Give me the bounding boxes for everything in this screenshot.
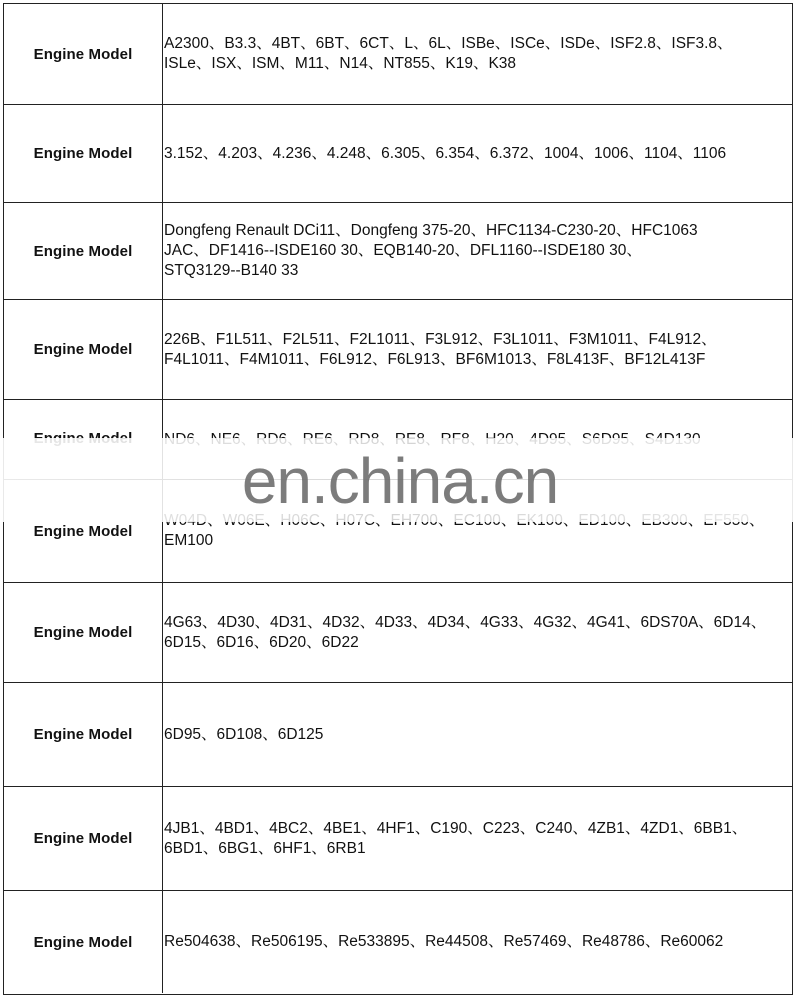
column-divider: [162, 203, 163, 299]
row-value: Dongfeng Renault DCi11、Dongfeng 375-20、HFC1134-C230-20、HFC1063 JAC、DF1416--ISDE160 30、EQB140-20、DFL1160--ISDE180 30、 STQ3129--B140 33: [164, 222, 698, 279]
column-divider: [162, 787, 163, 890]
row-label: Engine Model: [33, 522, 133, 540]
column-divider: [162, 683, 163, 786]
row-value: EM100: [164, 532, 214, 549]
watermark-text: en.china.cn: [241, 445, 559, 517]
row-value: 6D95、6D108、6D125: [164, 725, 324, 743]
table-row: [4, 582, 792, 682]
row-value: 226B、F1L511、F2L511、F2L1011、F3L912、F3L1011、F3M1011、F4L912、 F4L1011、F4M1011、F6L912、F6L913、BF6M1013、F8L413F、BF12L413F: [164, 330, 717, 368]
table-row: [4, 4, 792, 104]
row-value: 4JB1、4BD1、4BC2、4BE1、4HF1、C190、C223、C240、4ZB1、4ZD1、6BB1、 6BD1、6BG1、6HF1、6RB1: [164, 819, 748, 857]
column-divider: [162, 300, 163, 399]
row-label: Engine Model: [33, 242, 133, 260]
column-divider: [162, 105, 163, 202]
column-divider: [162, 583, 163, 682]
row-label: Engine Model: [33, 624, 133, 641]
row-value: A2300、B3.3、4BT、6BT、6CT、L、6L、ISBe、ISCe、ISDe、ISF2.8、ISF3.8、 ISLe、ISX、ISM、M11、N14、NT855、K19、K38: [164, 35, 733, 72]
column-divider: [162, 4, 163, 104]
table-row: [4, 299, 792, 399]
row-value: 3.152、4.203、4.236、4.248、6.305、6.354、6.372、1004、1006、1104、1106: [164, 144, 727, 162]
table-row: [4, 890, 792, 993]
table-row: [4, 682, 792, 786]
row-label: Engine Model: [33, 341, 133, 358]
table-row: [4, 202, 792, 299]
row-label: Engine Model: [33, 45, 133, 63]
row-label: Engine Model: [33, 933, 133, 951]
row-label: Engine Model: [33, 830, 133, 847]
row-label: Engine Model: [33, 726, 133, 743]
row-value: 4G63、4D30、4D31、4D32、4D33、4D34、4G33、4G32、4G41、6DS70A、6D14、 6D15、6D16、6D20、6D22: [164, 613, 767, 651]
table-row: [4, 786, 792, 890]
row-value: Re504638、Re506195、Re533895、Re44508、Re57469、Re48786、Re60062: [164, 933, 724, 950]
row-label: Engine Model: [33, 145, 133, 162]
table-row: [4, 104, 792, 202]
column-divider: [162, 891, 163, 993]
